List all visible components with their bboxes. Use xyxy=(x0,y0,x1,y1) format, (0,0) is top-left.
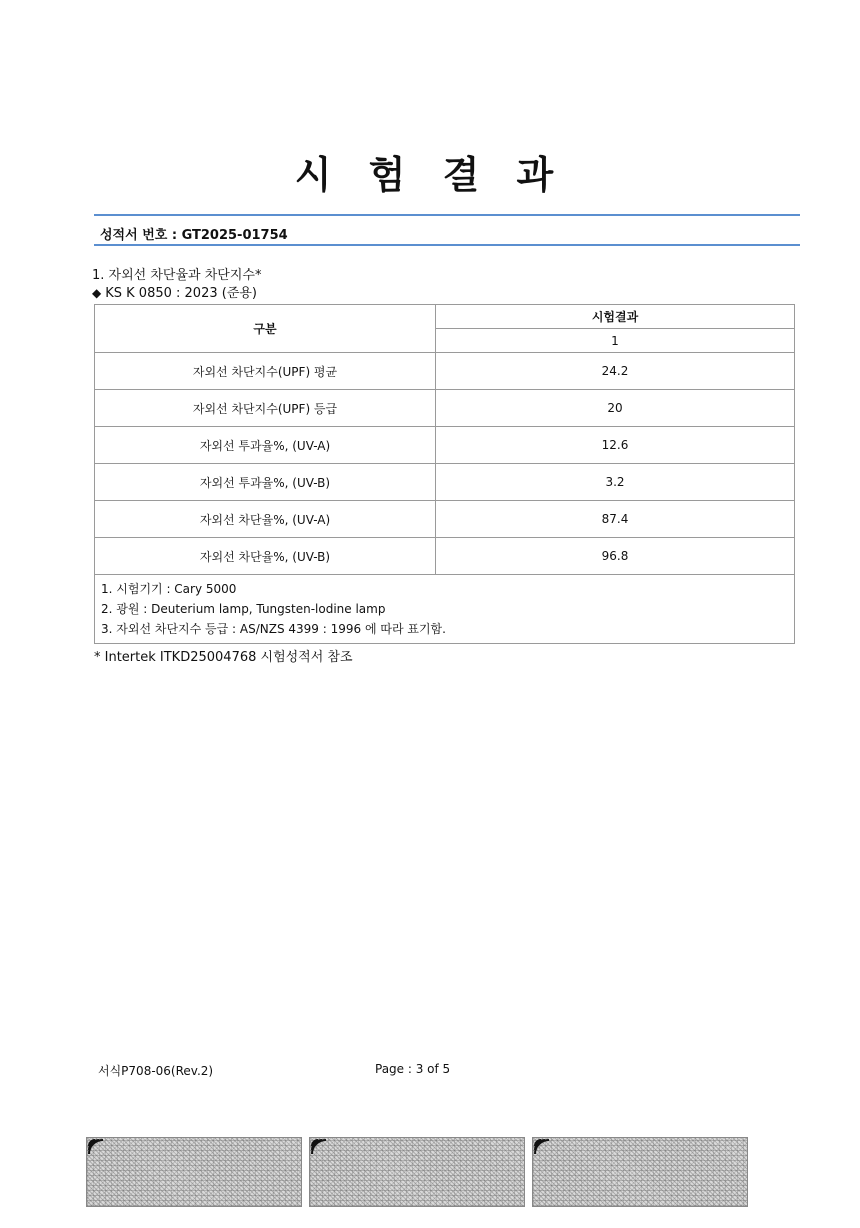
form-number: 서식P708-06(Rev.2) xyxy=(98,1064,214,1078)
certificate-number-bar xyxy=(94,214,800,246)
security-pattern-stamp xyxy=(309,1137,525,1207)
row-label: 자외선 차단지수(UPF) 평균 xyxy=(95,353,436,390)
diamond-icon: ◆ xyxy=(92,286,102,300)
row-value: 87.4 xyxy=(436,501,795,538)
table-row xyxy=(95,390,795,427)
table-header-row xyxy=(95,305,795,329)
page-number: Page : 3 of 5 xyxy=(375,1062,451,1076)
footnote: * Intertek ITKD25004768 시험성적서 참조 xyxy=(94,650,353,665)
section-title: 1. 자외선 차단율과 차단지수* xyxy=(92,268,262,283)
table-row xyxy=(95,353,795,390)
row-label: 자외선 차단지수(UPF) 등급 xyxy=(95,390,436,427)
table-row xyxy=(95,538,795,575)
note-item: 2. 광원 : Deuterium lamp, Tungsten-lodine lamp xyxy=(101,602,386,616)
row-label: 자외선 차단율%, (UV-A) xyxy=(95,501,436,538)
wave-mark-icon xyxy=(533,1138,551,1156)
wave-mark-icon xyxy=(310,1138,328,1156)
table-row xyxy=(95,464,795,501)
row-value: 20 xyxy=(436,390,795,427)
wave-mark-icon xyxy=(87,1138,105,1156)
notes-row xyxy=(95,575,795,644)
table-row xyxy=(95,501,795,538)
results-table xyxy=(94,304,795,644)
document-title: 시 험 결 과 xyxy=(294,153,566,197)
header-result: 시험결과 xyxy=(436,305,795,329)
standard-line xyxy=(92,282,257,301)
table-row xyxy=(95,427,795,464)
notes-cell xyxy=(95,575,795,644)
row-label: 자외선 투과율%, (UV-B) xyxy=(95,464,436,501)
note-item: 3. 자외선 차단지수 등급 : AS/NZS 4399 : 1996 에 따라 표기함. xyxy=(101,622,446,636)
security-pattern-stamp xyxy=(86,1137,302,1207)
header-category: 구분 xyxy=(95,305,436,353)
row-value: 96.8 xyxy=(436,538,795,575)
security-pattern-stamp xyxy=(532,1137,748,1207)
certificate-number: 성적서 번호 : GT2025-01754 xyxy=(100,228,288,243)
row-label: 자외선 투과율%, (UV-A) xyxy=(95,427,436,464)
standard-text: KS K 0850 : 2023 (준용) xyxy=(105,286,258,301)
row-value: 24.2 xyxy=(436,353,795,390)
note-item: 1. 시험기기 : Cary 5000 xyxy=(101,582,237,596)
row-label: 자외선 차단율%, (UV-B) xyxy=(95,538,436,575)
row-value: 3.2 xyxy=(436,464,795,501)
row-value: 12.6 xyxy=(436,427,795,464)
header-sample-no: 1 xyxy=(436,329,795,353)
